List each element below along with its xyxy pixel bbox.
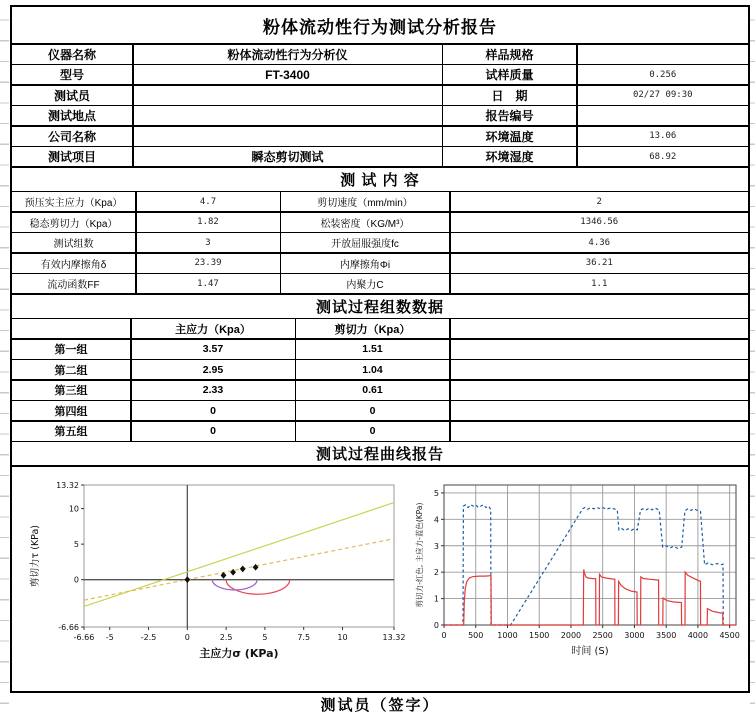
content-value: 3	[137, 233, 280, 252]
y-tick-label: 2	[433, 567, 439, 577]
content-label: 稳态剪切力（Kpa）	[12, 213, 135, 232]
x-axis-label: 主应力σ (KPa)	[199, 646, 279, 660]
content-value: 36.21	[451, 254, 749, 273]
group-tau-value: 0	[296, 401, 449, 420]
x-tick-label: 2.5	[219, 632, 233, 642]
content-label: 内摩擦角Φi	[281, 254, 449, 273]
x-tick-label: 4000	[687, 630, 709, 640]
content-value: 23.39	[137, 254, 280, 273]
content-value: 4.7	[137, 192, 280, 211]
x-axis-label: 时间 (S)	[571, 645, 609, 657]
info-label: 试样质量	[443, 65, 576, 84]
clipped-next-section-title: 测试员（签字）	[320, 697, 440, 714]
info-label: 型号	[12, 65, 132, 84]
content-label: 剪切速度（mm/min）	[281, 192, 449, 211]
y-tick-label: 3	[433, 541, 439, 551]
info-label: 公司名称	[12, 127, 132, 146]
info-label: 样品规格	[443, 45, 576, 64]
group-row-label: 第二组	[12, 360, 130, 379]
x-tick-label: 1500	[529, 630, 550, 640]
y-tick-label: 5	[433, 488, 439, 498]
group-sigma-value: 3.57	[132, 340, 295, 359]
x-tick-label: 10	[337, 632, 348, 642]
y-tick-label: 10	[68, 504, 79, 514]
group-tau-value: 0	[296, 422, 449, 441]
x-tick-label: 2000	[560, 630, 582, 640]
group-sigma-value: 0	[132, 401, 295, 420]
series-剪切力-红色	[444, 569, 736, 625]
charts-area	[12, 467, 748, 691]
info-value	[578, 106, 749, 125]
x-tick-label: -2.5	[140, 632, 157, 642]
empty-cell	[451, 422, 749, 441]
group-tau-value: 1.04	[296, 360, 449, 379]
x-tick-label: 7.5	[297, 632, 311, 642]
y-tick-label: 0	[73, 575, 79, 585]
group-row-label: 第五组	[12, 422, 130, 441]
y-tick-label: 0	[433, 620, 439, 630]
y-axis-label: 剪切力τ (KPa)	[30, 524, 41, 587]
content-value: 1.1	[451, 274, 749, 293]
group-tau-value: 1.51	[296, 340, 449, 359]
y-axis-label: 剪切力-红色, 主应力-蓝色(KPa)	[415, 502, 424, 607]
info-label: 测试员	[12, 86, 132, 105]
y-tick-label: 4	[433, 514, 439, 524]
x-tick-label: 0	[441, 630, 447, 640]
empty-cell	[451, 319, 749, 338]
info-value	[134, 106, 442, 125]
group-col-header-tau: 剪切力（Kpa）	[296, 319, 449, 338]
group-row-label: 第四组	[12, 401, 130, 420]
x-tick-label: -5	[105, 632, 114, 642]
info-value: 0.256	[578, 65, 749, 84]
info-value: 02/27 09:30	[578, 86, 749, 105]
time-series-chart	[414, 473, 752, 681]
info-label: 日 期	[443, 86, 576, 105]
group-row-label: 第三组	[12, 381, 130, 400]
data-point-diamond	[253, 563, 259, 570]
report-table	[10, 5, 750, 693]
info-label: 测试地点	[12, 106, 132, 125]
data-point-diamond	[184, 576, 190, 583]
y-tick-label: 1	[433, 594, 439, 604]
empty-cell	[451, 360, 749, 379]
empty-cell	[451, 401, 749, 420]
test-content-section	[12, 192, 748, 293]
plot-border	[444, 485, 736, 625]
info-label: 测试项目	[12, 147, 132, 166]
x-tick-label: 2500	[592, 630, 613, 640]
page-title: 粉体流动性行为测试分析报告	[12, 7, 748, 43]
section-header-curves: 测试过程曲线报告	[12, 442, 748, 465]
group-data-section	[12, 319, 748, 441]
content-label: 开放屈服强度fc	[281, 233, 449, 252]
content-label: 流动函数FF	[12, 274, 135, 293]
mohr-circle-chart	[26, 475, 411, 687]
content-value: 1346.56	[451, 213, 749, 232]
info-label: 环境温度	[443, 127, 576, 146]
content-label: 测试组数	[12, 233, 135, 252]
info-value	[134, 127, 442, 146]
info-value: 瞬态剪切测试	[134, 147, 442, 166]
y-tick-label: 5	[73, 539, 79, 549]
x-tick-label: 13.32	[382, 632, 406, 642]
x-tick-label: 500	[468, 630, 484, 640]
group-tau-value: 0.61	[296, 381, 449, 400]
section-header-groups: 测试过程组数数据	[12, 295, 748, 318]
mohr-circle-preshear	[226, 579, 290, 594]
x-tick-label: 4500	[719, 630, 740, 640]
info-value	[578, 45, 749, 64]
content-label: 预压实主应力（Kpa）	[12, 192, 135, 211]
x-tick-label: 0	[184, 632, 190, 642]
info-value	[134, 86, 442, 105]
content-value: 2	[451, 192, 749, 211]
empty-cell	[12, 319, 130, 338]
group-sigma-value: 0	[132, 422, 295, 441]
group-sigma-value: 2.95	[132, 360, 295, 379]
mohr-circle-yield	[212, 579, 257, 589]
section-header-content: 测 试 内 容	[12, 168, 748, 191]
group-col-header-sigma: 主应力（Kpa）	[132, 319, 295, 338]
empty-cell	[451, 340, 749, 359]
content-value: 4.36	[451, 233, 749, 252]
content-label: 内聚力C	[281, 274, 449, 293]
info-label: 仪器名称	[12, 45, 132, 64]
info-value: 13.06	[578, 127, 749, 146]
info-label: 报告编号	[443, 106, 576, 125]
x-tick-label: 3500	[655, 630, 677, 640]
info-value: FT-3400	[134, 65, 442, 84]
content-value: 1.82	[137, 213, 280, 232]
info-value: 68.92	[578, 147, 749, 166]
empty-cell	[451, 381, 749, 400]
x-tick-label: 1000	[497, 630, 518, 640]
y-tick-label: -6.66	[58, 622, 79, 632]
content-value: 1.47	[137, 274, 280, 293]
info-label: 环境湿度	[443, 147, 576, 166]
data-point-diamond	[240, 565, 246, 572]
x-tick-label: 3000	[624, 630, 645, 640]
y-tick-label: 13.32	[56, 480, 79, 490]
plot-border	[84, 485, 394, 627]
group-row-label: 第一组	[12, 340, 130, 359]
info-value: 粉体流动性行为分析仪	[134, 45, 442, 64]
content-label: 松装密度（KG/M³）	[281, 213, 449, 232]
x-tick-label: -6.66	[73, 632, 95, 642]
info-section	[12, 45, 748, 167]
content-label: 有效内摩擦角δ	[12, 254, 135, 273]
spreadsheet-left-margin	[0, 0, 9, 705]
x-tick-label: 5	[262, 632, 268, 642]
group-sigma-value: 2.33	[132, 381, 295, 400]
